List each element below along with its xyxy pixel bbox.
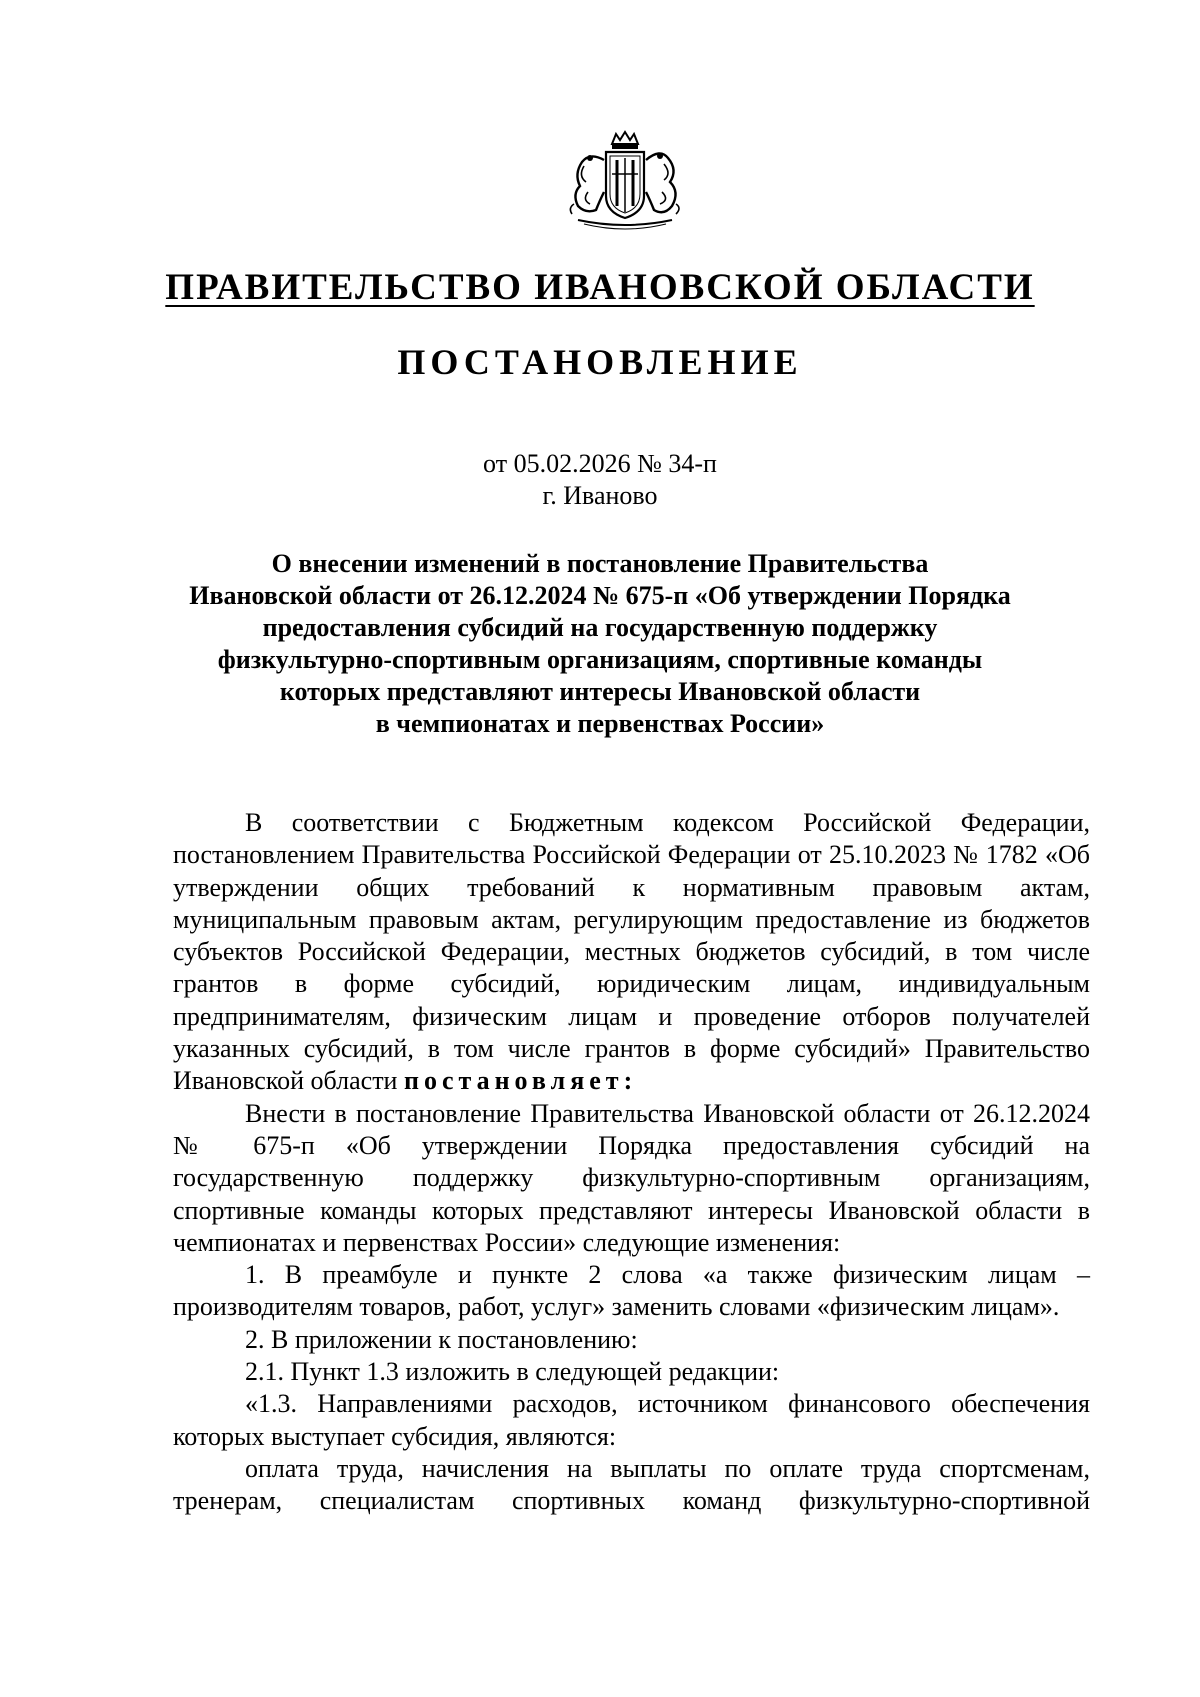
document-meta [0,448,1200,512]
subject-line: в чемпионатах и первенствах России» [375,709,825,738]
city: г. Иваново [542,481,658,510]
date-number: от 05.02.2026 № 34-п [483,449,717,478]
body-paragraph: 2. В приложении к постановлению: [245,1324,638,1354]
body-paragraph: оплата труда, начисления на выплаты по оплате труда спортсменам, тренерам, специалистам спортивных команд физкультурно-спортивной [173,1453,1090,1516]
subject-line: которых представляют интересы Ивановской области [279,677,921,706]
subject-line: физкультурно-спортивным организациям, спортивные команды [217,645,983,674]
preamble-text: В соответствии с Бюджетным кодексом Российской Федерации, постановлением Правительства Российской Федерации от 25.10.2023 № 1782 «Об утверждении общих требований к нормативным правовым актам, муниципальным правовым актам, регулирующим предоставление из бюджетов субъектов Российской Федерации, местных бюджетов субсидий, в том числе грантов в форме субсидий, юридическим лицам, индивидуальным предпринимателям, физическим лицам и проведение отборов получателей указанных субсидий, в том числе грантов в форме субсидий» Правительство Ивановской области [173,808,1090,1096]
body-paragraph: 2.1. Пункт 1.3 изложить в следующей редакции: [245,1357,780,1387]
resolution-keyword: постановляет: [403,1066,638,1096]
body-paragraph: Внести в постановление Правительства Ивановской области от 26.12.2024 № 675-п «Об утверждении Порядка предоставления субсидий на государственную поддержку физкультурно-спортивным организациям, спортивные команды которых представляют интересы Ивановской области в чемпионатах и первенствах России» следующие изменения: [173,1098,1090,1257]
coat-of-arms-icon [560,130,690,232]
document-type: ПОСТАНОВЛЕНИЕ [397,342,803,382]
document-subject [150,548,1050,740]
organization-title: ПРАВИТЕЛЬСТВО ИВАНОВСКОЙ ОБЛАСТИ [165,267,1035,308]
document-body [173,807,1090,1518]
body-paragraph [173,807,1090,1098]
subject-line: предоставления субсидий на государственную поддержку [262,613,938,642]
subject-line: Ивановской области от 26.12.2024 № 675-п «Об утверждении Порядка [189,581,1011,610]
subject-line: О внесении изменений в постановление Правительства [271,549,929,578]
body-paragraph: 1. В преамбуле и пункте 2 слова «а также физическим лицам – производителям товаров, работ, услуг» заменить словами «физическим лицам». [173,1260,1090,1322]
body-paragraph: «1.3. Направлениями расходов, источником финансового обеспечения которых выступает субсидия, являются: [173,1389,1090,1451]
